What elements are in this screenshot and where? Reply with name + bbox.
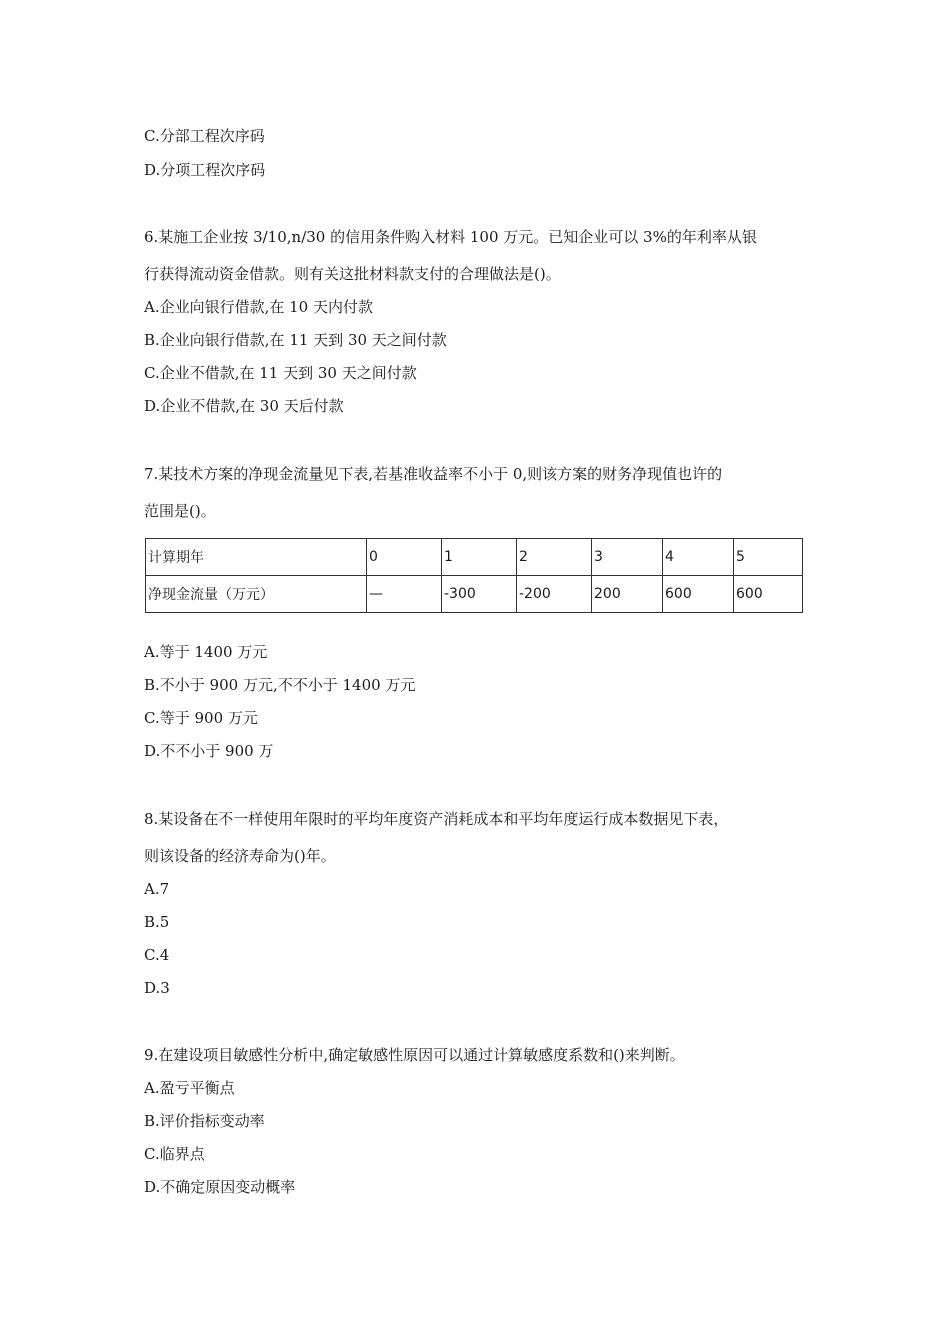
table-header-row bbox=[146, 539, 803, 576]
q8-stem-line2: 则该设备的经济寿命为()年。 bbox=[144, 847, 336, 865]
table-cell: 2 bbox=[517, 539, 592, 576]
q7-stem-line2: 范围是()。 bbox=[144, 502, 216, 520]
table-cell: 0 bbox=[367, 539, 442, 576]
q8-option-b: B.5 bbox=[144, 913, 170, 931]
cash-flow-table bbox=[145, 538, 803, 613]
q5-option-c: C.分部工程次序码 bbox=[144, 127, 265, 145]
q6-option-b: B.企业向银行借款,在 11 天到 30 天之间付款 bbox=[144, 331, 447, 349]
table-cell: 200 bbox=[592, 576, 663, 613]
table-cell: — bbox=[367, 576, 442, 613]
q7-option-a: A.等于 1400 万元 bbox=[144, 643, 268, 661]
q9-stem-line1: 9.在建设项目敏感性分析中,确定敏感性原因可以通过计算敏感度系数和()来判断。 bbox=[144, 1046, 685, 1064]
q8-option-c: C.4 bbox=[144, 946, 170, 964]
q6-option-a: A.企业向银行借款,在 10 天内付款 bbox=[144, 298, 373, 316]
table-cell: 净现金流量（万元） bbox=[146, 576, 367, 613]
q7-option-c: C.等于 900 万元 bbox=[144, 709, 258, 727]
q9-option-b: B.评价指标变动率 bbox=[144, 1112, 265, 1130]
q8-option-a: A.7 bbox=[144, 880, 170, 898]
q9-option-c: C.临界点 bbox=[144, 1145, 205, 1163]
q5-option-d: D.分项工程次序码 bbox=[144, 161, 266, 179]
table-cell: 3 bbox=[592, 539, 663, 576]
q7-option-b: B.不小于 900 万元,不不小于 1400 万元 bbox=[144, 676, 416, 694]
table-cell: 600 bbox=[663, 576, 734, 613]
q6-stem-line2: 行获得流动资金借款。则有关这批材料款支付的合理做法是()。 bbox=[144, 265, 561, 283]
table-cell: 计算期年 bbox=[146, 539, 367, 576]
q6-stem-line1: 6.某施工企业按 3/10,n/30 的信用条件购入材料 100 万元。已知企业可以 3%的年利率从银 bbox=[144, 228, 757, 246]
table-row bbox=[146, 576, 803, 613]
table-cell: -300 bbox=[442, 576, 517, 613]
q7-option-d: D.不不小于 900 万 bbox=[144, 742, 274, 760]
q9-option-a: A.盈亏平衡点 bbox=[144, 1079, 235, 1097]
table-cell: 5 bbox=[734, 539, 803, 576]
q9-option-d: D.不确定原因变动概率 bbox=[144, 1178, 296, 1196]
q7-stem-line1: 7.某技术方案的净现金流量见下表,若基准收益率不小于 0,则该方案的财务净现值也许的 bbox=[144, 465, 723, 483]
table-cell: 600 bbox=[734, 576, 803, 613]
q6-option-c: C.企业不借款,在 11 天到 30 天之间付款 bbox=[144, 364, 417, 382]
table-cell: -200 bbox=[517, 576, 592, 613]
q6-option-d: D.企业不借款,在 30 天后付款 bbox=[144, 397, 344, 415]
table-cell: 4 bbox=[663, 539, 734, 576]
q8-stem-line1: 8.某设备在不一样使用年限时的平均年度资产消耗成本和平均年度运行成本数据见下表， bbox=[144, 810, 729, 828]
q8-option-d: D.3 bbox=[144, 979, 170, 997]
table-cell: 1 bbox=[442, 539, 517, 576]
